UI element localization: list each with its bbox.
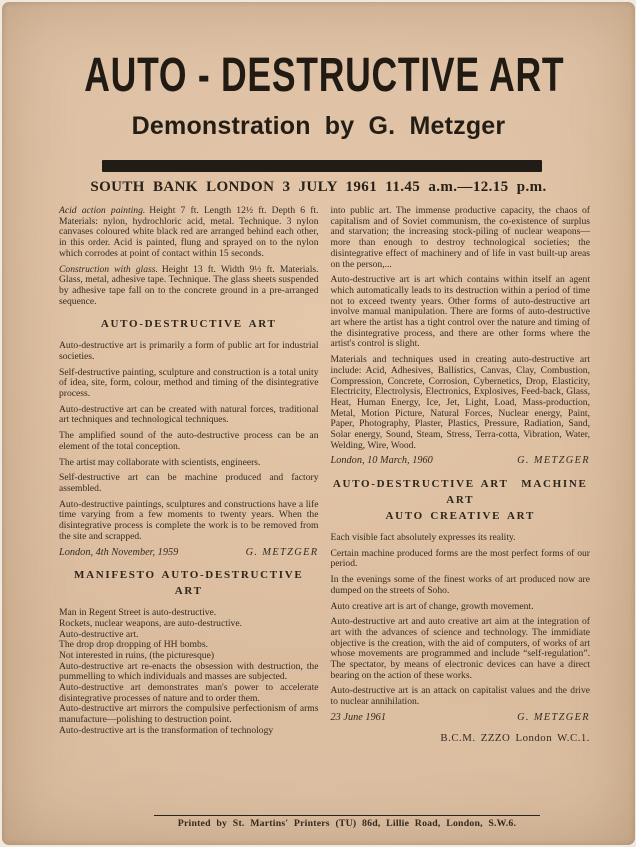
- work-body: Height 13 ft. Width 9½ ft. Materials. Glass, metal, adhesive tape. Technique. The glass sheets suspended by adhesive tape fall on to the concrete ground in a pre-arranged sequence.: [59, 263, 319, 307]
- dateline-1961: [331, 713, 591, 724]
- section-heading-manifesto: MANIFESTO AUTO-DESTRUCTIVE ART: [74, 569, 304, 598]
- date-text: London, 4th November, 1959: [59, 546, 179, 558]
- date-text: London, 10 March, 1960: [330, 455, 433, 467]
- paragraph: Certain machine produced forms are the most perfect forms of our period.: [330, 547, 590, 570]
- signature: G. METZGER: [517, 455, 590, 467]
- work-body: Height 7 ft. Length 12½ ft. Depth 6 ft. Materials: nylon, hydrochloric acid, metal. Technique. 3 nylon canvases coloured white black red are arranged behind each other, in this order. Acid is painted, flung and sprayed on to the nylon which corrodes at point of contact within 15 seconds.: [59, 205, 319, 259]
- printer-line: Printed by St. Martins' Printers (TU) 86d, Lillie Road, London, S.W.6.: [177, 818, 517, 829]
- manifesto-statement: Man in Regent Street is auto-destructive.: [59, 607, 217, 619]
- manifesto-statement: Auto-destructive art re-enacts the obsession with destruction, the pummelling to which individuals and masses are subjected.: [59, 660, 319, 683]
- left-column: [59, 206, 319, 743]
- paragraph: The artist may collaborate with scientists, engineers.: [59, 456, 261, 468]
- paragraph: Self-destructive art can be machine produced and factory assembled.: [59, 472, 319, 494]
- paragraph: Auto-destructive art can be created with natural forces, traditional art techniques and technological techniques.: [59, 403, 319, 426]
- contact-address: B.C.M. ZZZO London W.C.1.: [440, 731, 590, 744]
- footer-rule: [154, 815, 540, 816]
- section-heading-machine-art: [331, 477, 591, 525]
- work-title: Construction with glass.: [59, 263, 158, 275]
- work-title: Acid action painting.: [59, 205, 146, 216]
- divider-bar: [102, 160, 542, 172]
- manifesto-statement: Auto-destructive art demonstrates man's power to accelerate disintegrative processes of nature and to order them.: [59, 682, 319, 704]
- signature: G. METZGER: [517, 711, 590, 723]
- paragraph: Auto-destructive art is an attack on capitalist values and the drive to nuclear annihilation.: [330, 685, 590, 708]
- page-title: AUTO - DESTRUCTIVE ART: [84, 49, 565, 102]
- signature: G. METZGER: [245, 546, 319, 558]
- date-text: 23 June 1961: [330, 711, 386, 723]
- manifesto-statement: Rockets, nuclear weapons, are auto-destructive.: [59, 617, 243, 629]
- manifesto-page: [2, 2, 635, 845]
- page-subtitle: Demonstration by G. Metzger: [131, 112, 506, 140]
- manifesto-statement: The drop drop dropping of HH bombs.: [59, 639, 208, 651]
- manifesto-statement: Auto-destructive art.: [59, 628, 139, 640]
- section-heading-auto-destructive-art: AUTO-DESTRUCTIVE ART: [100, 318, 277, 331]
- right-column: [331, 206, 591, 743]
- dateline-1960: [331, 456, 591, 467]
- printer-footer: [154, 815, 540, 829]
- paragraph: into public art. The immense productive capacity, the chaos of capitalism and of Soviet communism, the co-existence of surplus and starvation; the increasing stock-piling of nuclear weapons—more than enough to destroy technological societies; the disintegrative effect of machinery and of life in vast built-up areas on the person,...: [330, 205, 590, 270]
- paragraph: Self-destructive painting, sculpture and construction is a total unity of idea, site, form, colour, method and timing of the disintegrative process.: [59, 366, 319, 400]
- heading-line: AUTO-DESTRUCTIVE ART MACHINE ART: [332, 478, 588, 507]
- paragraph: Materials and techniques used in creating auto-destructive art include: Acid, Adhesives, Ballistics, Canvas, Clay, Combustion, Compression, Concrete, Corrosion, Cybernetics, Drop, Elasticity, Electricity, Electrolysis, Electronics, Explosives, Feed-back, Glass, Heat, Human Energy, Ice, Jet, Light, Load, Mass-production, Metal, Motion Picture, Natural Forces, Nuclear energy, Paint, Paper, Photography, Plaster, Plastics, Pressure, Radiation, Sand, Solar energy, Sound, Steam, Stress, Terra-cotta, Vibration, Water, Welding, Wire, Wood.: [330, 354, 590, 451]
- work-description: [59, 265, 319, 308]
- paragraph: Auto-destructive paintings, sculptures and constructions have a life time varying from a few moments to twenty years. When the disintegrative process is complete the work is to be removed from the site and scrapped.: [59, 498, 319, 542]
- paragraph: Each visible fact absolutely expresses its reality.: [330, 531, 516, 543]
- paragraph: Auto-destructive art is primarily a form of public art for industrial societies.: [59, 340, 319, 362]
- manifesto-statement: Auto-destructive art mirrors the compulsive perfectionism of arms manufacture—polishing to destruction point.: [59, 703, 319, 726]
- paragraph: Auto-destructive art and auto creative art aim at the integration of art with the advances of science and technology. The immidiate objective is the creation, with the aid of computers, of works of art whose movements are programmed and include “self-regulation”. The spectator, by means of electronic devices can have a direct bearing on the action of these works.: [330, 616, 590, 681]
- manifesto-statement: Auto-destructive art is the transformation of technology: [59, 724, 274, 736]
- manifesto-statement: Not interested in ruins, (the picturesque): [59, 649, 215, 661]
- event-line: SOUTH BANK LONDON 3 JULY 1961 11.45 a.m.—12.15 p.m.: [90, 179, 547, 195]
- paragraph: In the evenings some of the finest works of art produced now are dumped on the streets of Soho.: [330, 574, 590, 596]
- work-description: [59, 206, 319, 260]
- paragraph: Auto-destructive art is art which contains within itself an agent which automatically leads to its destruction within a period of time not to exceed twenty years. Other forms of auto-destructive art involve manual manipulation. There are forms of auto-destructive art where the artist has a tight control over the nature and timing of the disintegrative process, and there are other forms where the artist's control is slight.: [330, 274, 590, 350]
- dateline-1959: [59, 548, 319, 559]
- paragraph: Auto creative art is art of change, growth movement.: [330, 600, 534, 612]
- body-columns: [59, 206, 590, 743]
- heading-line: AUTO CREATIVE ART: [385, 510, 535, 523]
- paragraph: The amplified sound of the auto-destructive process can be an element of the total conception.: [59, 430, 319, 452]
